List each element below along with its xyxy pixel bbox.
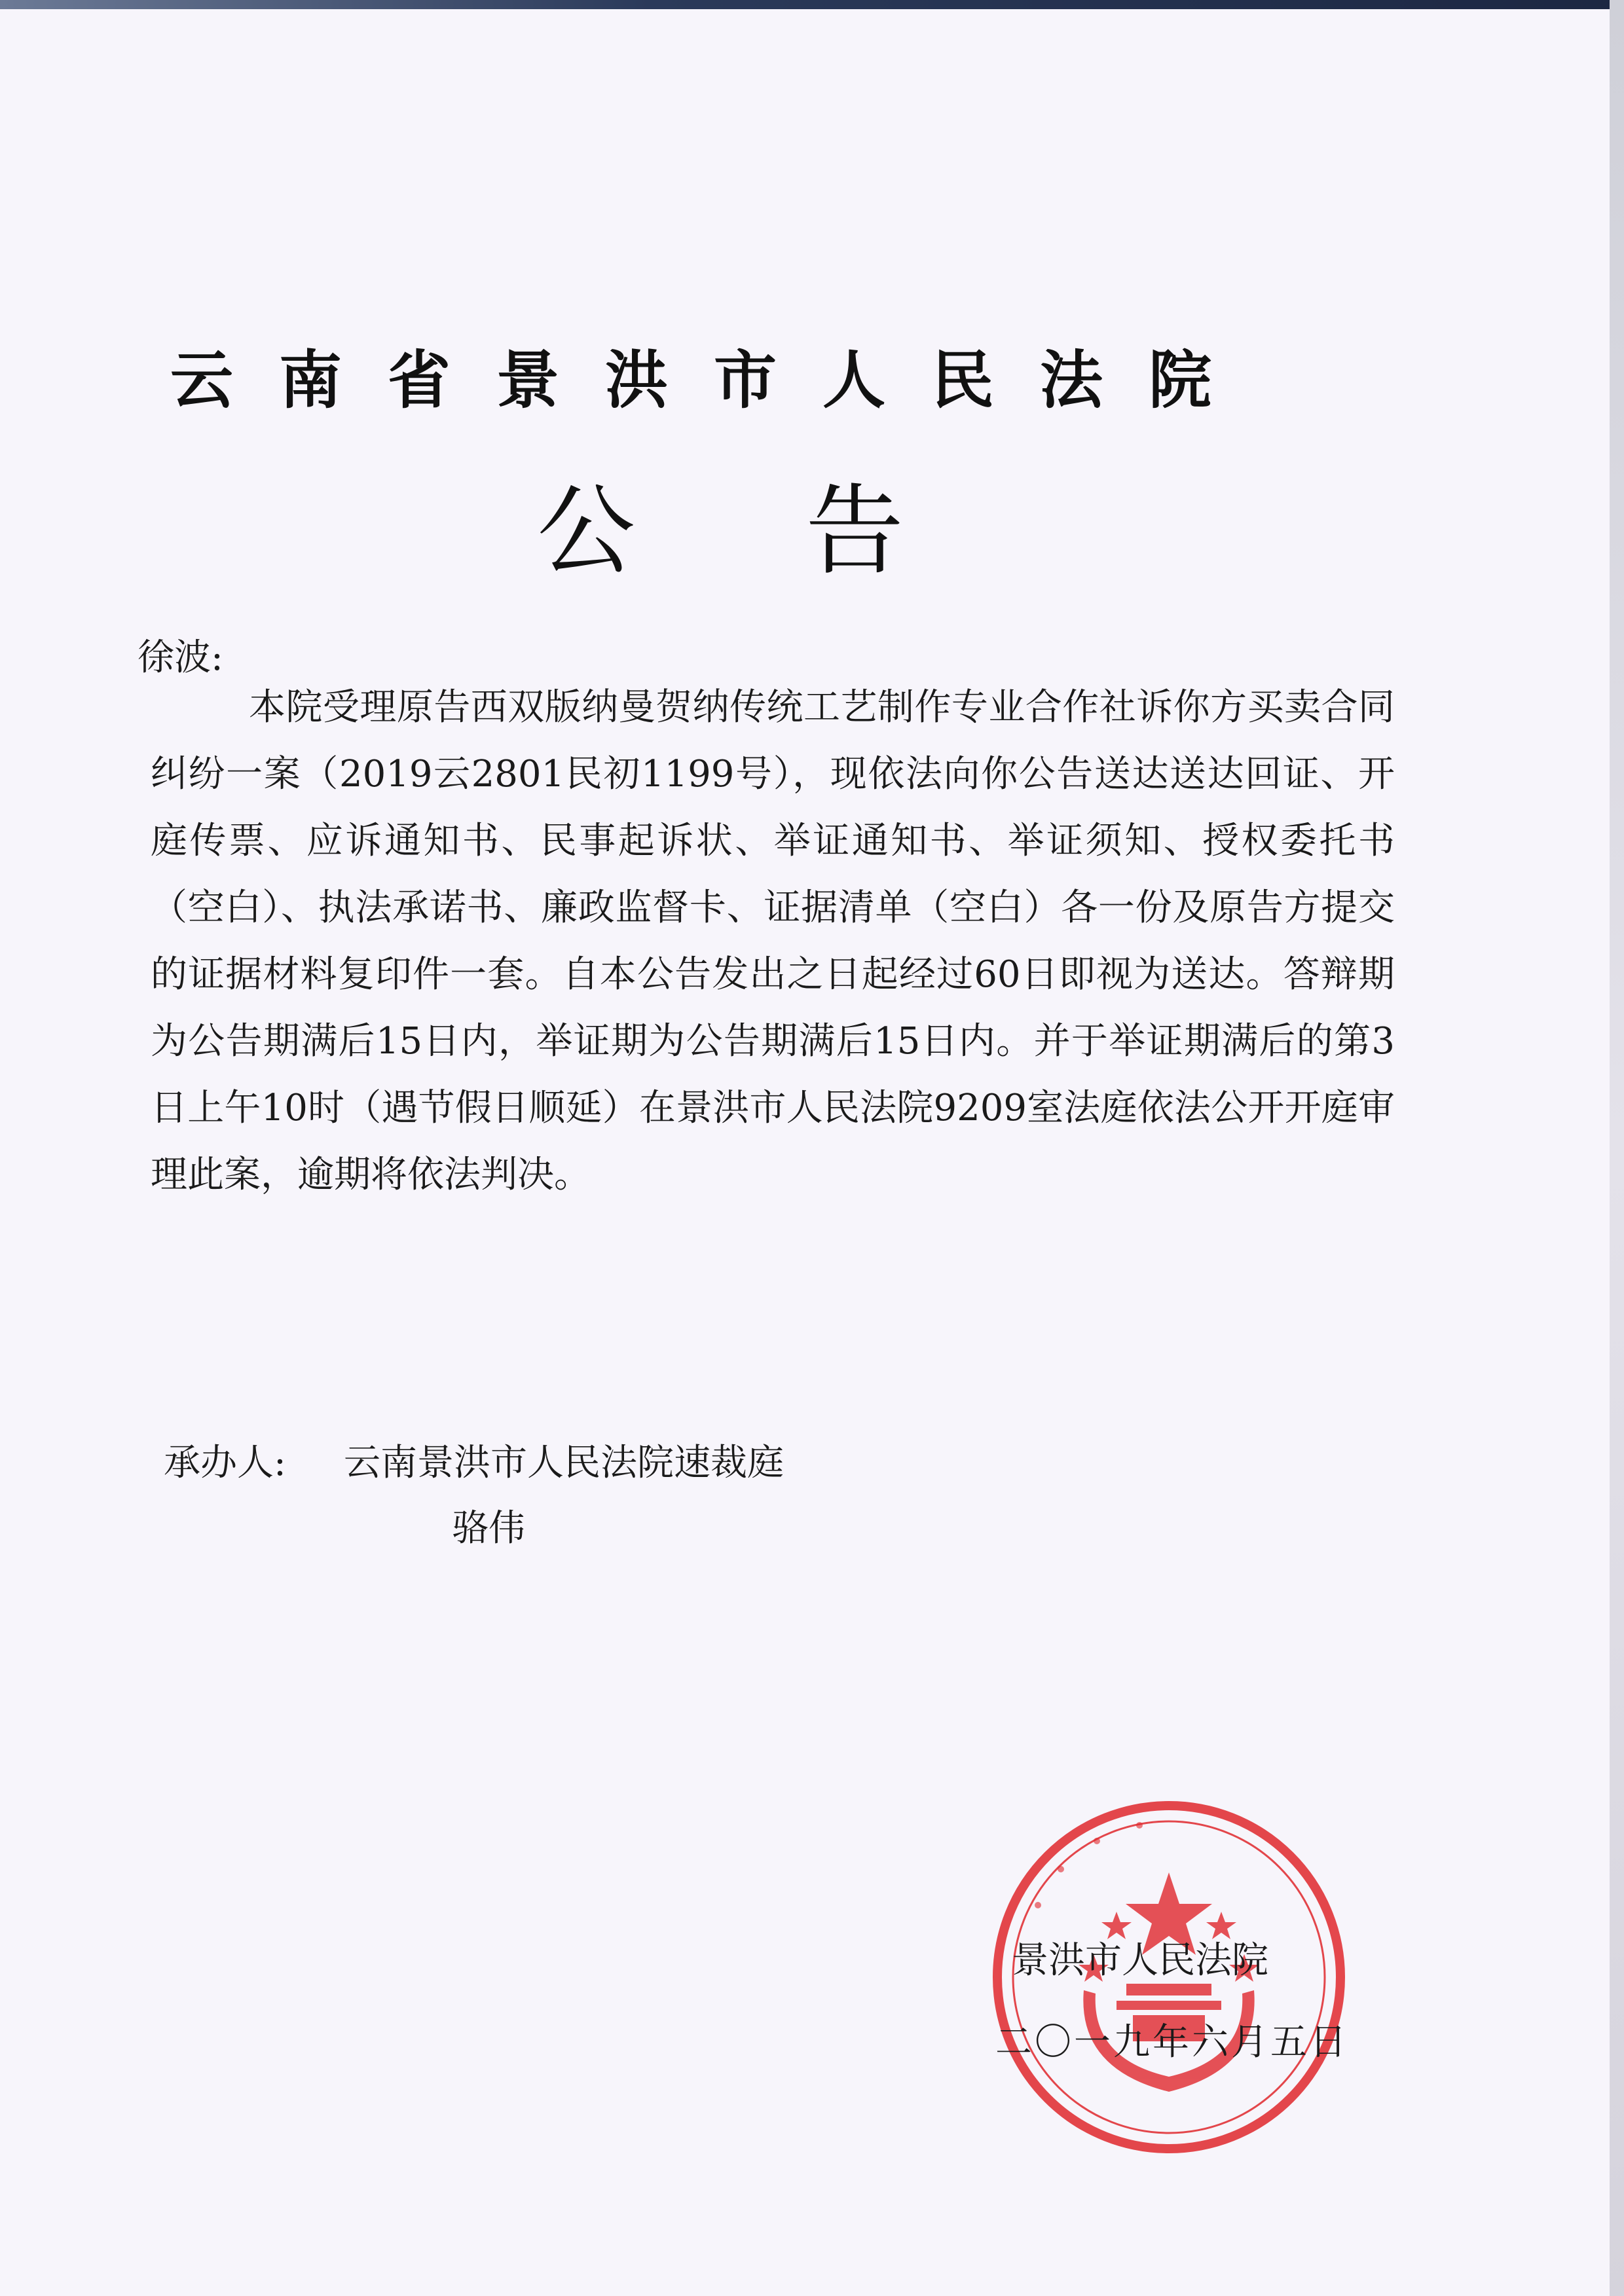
signing-court: 景洪市人民法院 [1012, 1939, 1268, 1982]
scan-edge-top [0, 0, 1624, 9]
notice-body: 本院受理原告西双版纳曼贺纳传统工艺制作专业合作社诉你方买卖合同纠纷一案（2019云2801民初1199号），现依法向你公告送达送达回证、开庭传票、应诉通知书、民事起诉状、举证通知书、举证须知、授权委托书（空白）、执法承诺书、廉政监督卡、证据清单（空白）各一份及原告方提交的证据材料复印件一套。自本公告发出之日起经过60日即视为送达。答辩期为公告期满后15日内，举证期为公告期满后15日内。并于举证期满后的第3日上午10时（遇节假日顺延）在景洪市人民法院9209室法庭依法公开开庭审理此案，逾期将依法判决。 [151, 686, 1395, 1196]
handler-organization: 云南景洪市人民法院速裁庭 [344, 1442, 784, 1484]
document-type-title: 公告 [537, 475, 1075, 589]
court-name-header: 云南省景洪市人民法院 [170, 344, 1257, 417]
signing-date: 二〇一九年六月五日 [995, 2021, 1349, 2064]
scan-edge-right [1610, 0, 1624, 2296]
handler-label: 承办人: [164, 1442, 286, 1484]
addressee: 徐波: [138, 636, 223, 679]
handler-person: 骆伟 [452, 1507, 525, 1550]
